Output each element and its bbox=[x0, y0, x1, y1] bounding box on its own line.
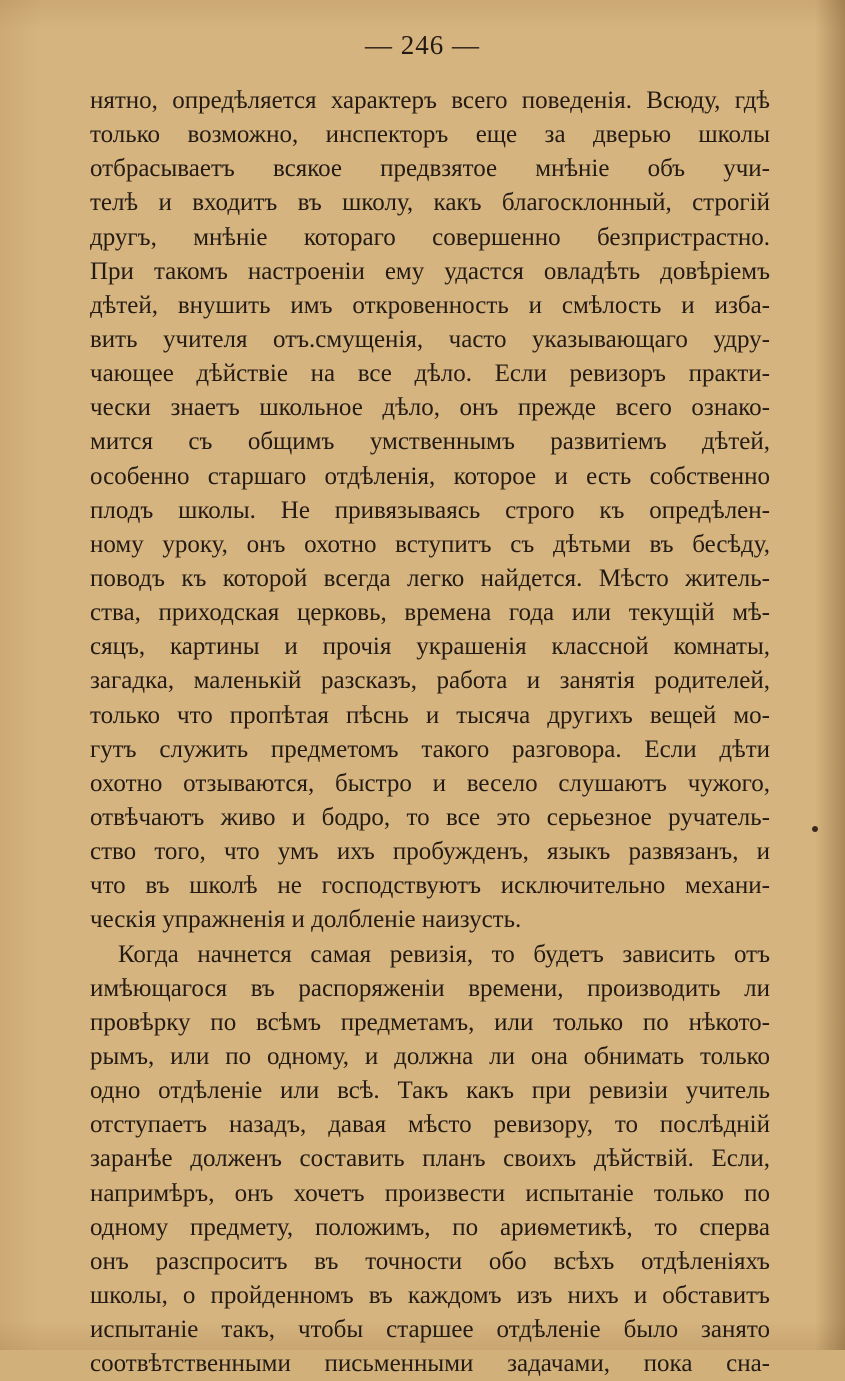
text-line: чески знаетъ школьное дѣло, онъ прежде всего ознако- bbox=[90, 394, 770, 422]
text-line: охотно отзываются, быстро и весело слушаютъ чужого, bbox=[90, 769, 770, 797]
text-line: онъ разспроситъ въ точности обо всѣхъ отдѣленіяхъ bbox=[90, 1247, 770, 1275]
text-line: дѣтей, внушить имъ откровенность и смѣлость и изба- bbox=[90, 291, 770, 319]
text-line: ства, приходская церковь, времена года или текущій мѣ- bbox=[90, 599, 770, 627]
text-line: поводъ къ которой всегда легко найдется. Мѣсто житель- bbox=[90, 564, 770, 592]
text-line: отбрасываетъ всякое предвзятое мнѣніе объ учи- bbox=[90, 155, 770, 183]
text-line: ство того, что умъ ихъ пробужденъ, языкъ развязанъ, и bbox=[90, 838, 770, 866]
text-line: соотвѣтственными письменными задачами, пока сна- bbox=[90, 1350, 770, 1378]
text-line: особенно старшаго отдѣленія, которое и есть собственно bbox=[90, 462, 770, 490]
text-line: сяцъ, картины и прочія украшенія классной комнаты, bbox=[90, 633, 770, 661]
text-line: заранѣе долженъ составить планъ своихъ дѣйствій. Если, bbox=[90, 1145, 770, 1173]
text-line: гутъ служить предметомъ такого разговора. Если дѣти bbox=[90, 735, 770, 763]
text-line: мится съ общимъ умственнымъ развитіемъ дѣтей, bbox=[90, 428, 770, 456]
text-line: школы, о пройденномъ въ каждомъ изъ нихъ и обставитъ bbox=[90, 1281, 770, 1309]
text-line: имѣющагося въ распоряженіи времени, производить ли bbox=[90, 974, 770, 1002]
text-line: одному предмету, положимъ, по ариѳметикѣ, то сперва bbox=[90, 1213, 770, 1241]
text-line: только возможно, инспекторъ еще за дверью школы bbox=[90, 121, 770, 149]
text-line: Когда начнется самая ревизія, то будетъ зависить отъ bbox=[118, 940, 770, 968]
text-line: нятно, опредѣляется характеръ всего поведенія. Всюду, гдѣ bbox=[90, 87, 770, 114]
text-line: провѣрку по всѣмъ предметамъ, или только по нѣкото- bbox=[90, 1008, 770, 1036]
text-line: рымъ, или по одному, и должна ли она обнимать только bbox=[90, 1042, 770, 1070]
text-line: загадка, маленькій разсказъ, работа и занятія родителей, bbox=[90, 667, 770, 695]
text-line: что въ школѣ не господствуютъ исключительно механи- bbox=[90, 872, 770, 900]
text-line: ческія упражненія и долбленіе наизусть. bbox=[90, 906, 522, 934]
page-number: — 246 — bbox=[365, 30, 480, 60]
paragraph-1 bbox=[90, 84, 770, 938]
text-line: плодъ школы. Не привязываясь строго къ опредѣлен- bbox=[90, 496, 770, 524]
ink-speck bbox=[812, 826, 818, 832]
text-line: испытаніе такъ, чтобы старшее отдѣленіе было занято bbox=[90, 1316, 770, 1344]
text-line: напримѣръ, онъ хочетъ произвести испытаніе только по bbox=[90, 1179, 770, 1207]
text-line: только что пропѣтая пѣснь и тысяча другихъ вещей мо- bbox=[90, 701, 770, 729]
text-line: ному уроку, онъ охотно вступитъ съ дѣтьми въ бесѣду, bbox=[90, 530, 770, 558]
text-line: другъ, мнѣніе котораго совершенно безпристрастно. bbox=[90, 223, 770, 251]
text-line: телѣ и входитъ въ школу, какъ благосклонный, строгій bbox=[90, 189, 770, 217]
text-line: вить учителя отъ.смущенія, часто указывающаго удру- bbox=[90, 325, 770, 353]
text-line: отвѣчаютъ живо и бодро, то все это серьезное ручатель- bbox=[90, 803, 770, 831]
text-line: При такомъ настроеніи ему удастся овладѣть довѣріемъ bbox=[90, 257, 770, 285]
paragraph-2 bbox=[90, 938, 770, 1381]
text-line: одно отдѣленіе или всѣ. Такъ какъ при ревизіи учитель bbox=[90, 1077, 770, 1105]
text-line: чающее дѣйствіе на все дѣло. Если ревизоръ практи- bbox=[90, 360, 770, 388]
text-line: отступаетъ назадъ, давая мѣсто ревизору, то послѣдній bbox=[90, 1111, 770, 1139]
page-body bbox=[90, 84, 770, 1381]
